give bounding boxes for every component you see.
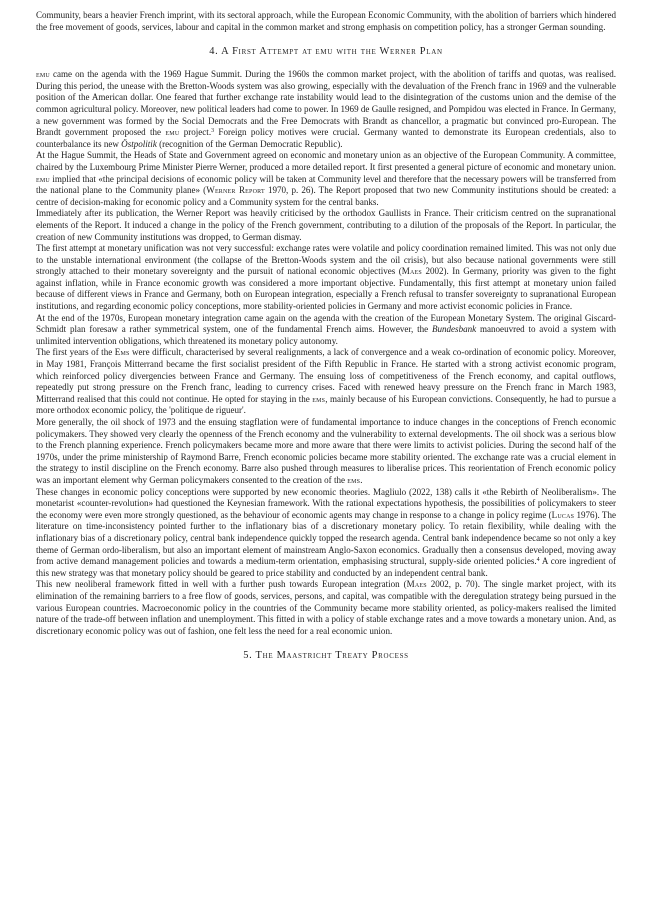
text-run: At the end of the 1970s, European monetary integration came again on the agenda with the creation of the European Monetary System. The original Giscard-Schmidt plan foresaw a rather symmetrical system, one of the fundamental French aims. However, the — [36, 312, 616, 335]
paragraph-neoliberal-framework — [36, 579, 616, 637]
text-run: , mainly because of his European convictions. Consequently, he had to pursue a more orthodox economic policy, the 'politique de rigueur'. — [36, 393, 616, 416]
paragraph-ems-first-years — [36, 347, 616, 417]
footnote-marker: 3 — [211, 128, 215, 135]
abbreviation-emu: emu — [165, 127, 180, 138]
text-run: The first attempt at monetary unification was not very successful: exchange rates were volatile and policy coordination remained limited. This was not only due to the unstable international environment (the collapse of the Bretton-Woods system and the oil crisis), but also because national governments were still strongly attached to their monetary sovereignty and the pursuit of national economic objectives ( — [36, 243, 616, 277]
abbreviation-emu: emu — [36, 69, 50, 80]
footnote-marker: 4 — [536, 557, 540, 564]
abbreviation-ems: Ems — [114, 347, 130, 358]
text-run: implied that «the principal decisions of economic policy will be taken at Community level and therefore that the necessary powers will be transferred from the national plane to the Community plane» ( — [36, 173, 616, 196]
text-run: 1970, p. 26). The Report proposed that two new Community institutions should be created: a centre of decision-making for economic policy and a Community system for the central banks. — [36, 185, 616, 207]
text-run: The first years of the — [36, 347, 115, 358]
text-run: Community, bears a heavier French imprint, with its sectoral approach, while the European Economic Community, with the abolition of barriers which hindered the free movement of goods, services, labour and capital in the common market and strong emphasis on competition policy, has a stronger German sounding. — [36, 10, 616, 32]
text-run: A core ingredient of this new strategy was that monetary policy should be geared to price stability and conducted by an independent central bank. — [36, 556, 616, 578]
text-run: These changes in economic policy conceptions were supported by new economic theories. Magliulo (2022, 138) calls it «the Rebirth of Neoliberalism». The monetarist «counter-revolution» had questioned the Keynesian framework. With the rational expectations hypothesis, the possibilities of policymakers to steer the economy were even more strongly questioned, as the behaviour of economic agents may change in response to a change in policy regime ( — [36, 486, 616, 520]
text-run: This new neoliberal framework fitted in well with a further push towards European integration ( — [36, 579, 407, 590]
citation-werner-report: Werner Report — [206, 185, 265, 196]
paragraph-european-monetary-system — [36, 313, 616, 348]
text-run: 2002, p. 70). The single market project, with its elimination of the remaining barriers to a free flow of goods, services, persons, and capital, was compatible with the deregulation strategy being pursued in the various European countries. Macroeconomic policy in the countries of the Community became more stability oriented, as policy-makers realised the limited nature of the trade-off between inflation and unemployment. This fitted in with a policy of stable exchange rates and a move towards a monetary union. And, as discretionary economic policy was out of fashion, one felt less the need for a real economic union. — [36, 579, 616, 636]
text-run: were difficult, characterised by several realignments, a lack of convergence and a weak co-ordination of economic policy. Moreover, in May 1981, François Mitterrand became the first socialist president of the Fifth Republic in France. He started with a strong activist economic program, which reinforced policy divergencies between France and Germany. The ensuing loss of competitiveness of the French economy, and capital outflows, repeatedly put strong pressure on the French franc, leading to currency crises. Faced with renewed heavy pressure on the French franc in March 1983, Mitterrand realised that this could not continue. He opted for staying in the — [36, 347, 616, 404]
paragraph-neoliberal-theories — [36, 487, 616, 580]
text-run: . — [360, 474, 363, 485]
italic-term: Östpolitik — [121, 138, 157, 149]
paragraph-oil-shock — [36, 417, 616, 487]
citation-lucas: Lucas — [551, 509, 575, 520]
text-run: came on the agenda with the 1969 Hague Summit. During the 1960s the common market project, with the abolition of tariffs and quotas, was realised. During this period, the unease with the Bretton-Woods system was also growing, especially with the devaluation of the French franc in 1969 and the vulnerable position of the American dollar. One feared that further exchange rate instability would lead to the disintegration of the customs union and the demise of the common agricultural policy. Moreover, new political leaders had come to power. In 1969 de Gaulle resigned, and Pompidou was elected in France. In Germany, a new government was formed by the Social Democrats and the Free Democrats with Brandt as chancellor, a pragmatic but convinced pro-European. The Brandt government proposed the — [36, 69, 616, 138]
paragraph-gaullist-criticism — [36, 208, 616, 243]
paragraph-first-attempt-failure — [36, 243, 616, 313]
text-run: 1976). The literature on time-inconsistency pointed further to the inflationary bias of a discretionary monetary policy. To retain flexibility, while dealing with the inflationary bias of a discretionary policy, central bank independence quickly topped the research agenda. Central bank independence became so not only a key theme of German ordo-liberalism, but also an important element of mainstream Anglo-Saxon economics. Gradually then a consensus developed, moving away from active demand management policies and towards a medium-term orientation, emphasising structural, supply-side oriented policies. — [36, 509, 616, 567]
abbreviation-ems: ems — [312, 393, 326, 404]
abbreviation-ems: ems — [347, 474, 361, 485]
text-run: Immediately after its publication, the Werner Report was heavily criticised by the orthodox Gaullists in France. Their criticism centred on the supranational elements of the Report. It induced a change in the policy of the French government, contributing to a dilution of the proposals of the Report. In particular, the creation of new Community institutions was dropped, to German dismay. — [36, 208, 616, 242]
document-page — [36, 10, 616, 662]
section-heading-werner-plan: 4. A First Attempt at emu with the Werner Plan — [209, 46, 443, 58]
text-run: At the Hague Summit, the Heads of State and Government agreed on economic and monetary union as an objective of the European Community. A committee, chaired by the Luxembourg Prime Minister Pierre Werner, produced a more detailed report. It first presented a general picture of economic and monetary union. — [36, 150, 616, 172]
text-run: 2002). In Germany, priority was given to the fight against inflation, while in France economic growth was considered a more important objective. Fundamentally, this first attempt at monetary union failed because of different views in France and Germany, both on European integration, especially a French refusal to transfer sovereignty to supranational European institutions, and regarding economic policy conceptions, more stability-oriented policies in Germany and more activist economic policies in France. — [36, 266, 616, 312]
paragraph-community-imprint — [36, 10, 616, 33]
paragraph-werner-committee — [36, 150, 616, 208]
text-run: (recognition of the German Democratic Republic). — [156, 138, 343, 149]
section-heading-maastricht: 5. The Maastricht Treaty Process — [243, 650, 409, 662]
abbreviation-emu: emu — [36, 173, 50, 184]
text-run: manoeuvred to avoid a system with unlimited intervention obligations, which threatened its monetary policy autonomy. — [36, 324, 616, 346]
citation-maes: Maes — [406, 579, 427, 590]
text-run: project. — [179, 127, 212, 138]
text-run: More generally, the oil shock of 1973 and the ensuing stagflation were of fundamental importance to induce changes in the conceptions of French economic policymakers. They showed very clearly the openness of the French economy and the vulnerability to external developments. The oil shock was a serious blow to the French planning experience. French policymakers became more and more aware that there were limits to activist policies. During the second half of the 1970s, under the prime ministership of Raymond Barre, French economic policies became more stability oriented. The exchange rate was a crucial element in the strategy to instil discipline on the French economy. Barre also pushed through measures to liberalise prices. This reorientation of French economic policy was an important element why German policymakers consented to the creation of the — [36, 417, 616, 485]
paragraph-emu-hague-summit — [36, 69, 616, 150]
citation-maes: Maes — [401, 266, 422, 277]
text-run: Foreign policy motives were crucial. Germany wanted to demonstrate its European credentials, also to counterbalance its new — [36, 127, 616, 149]
italic-term: Bundesbank — [431, 324, 477, 335]
